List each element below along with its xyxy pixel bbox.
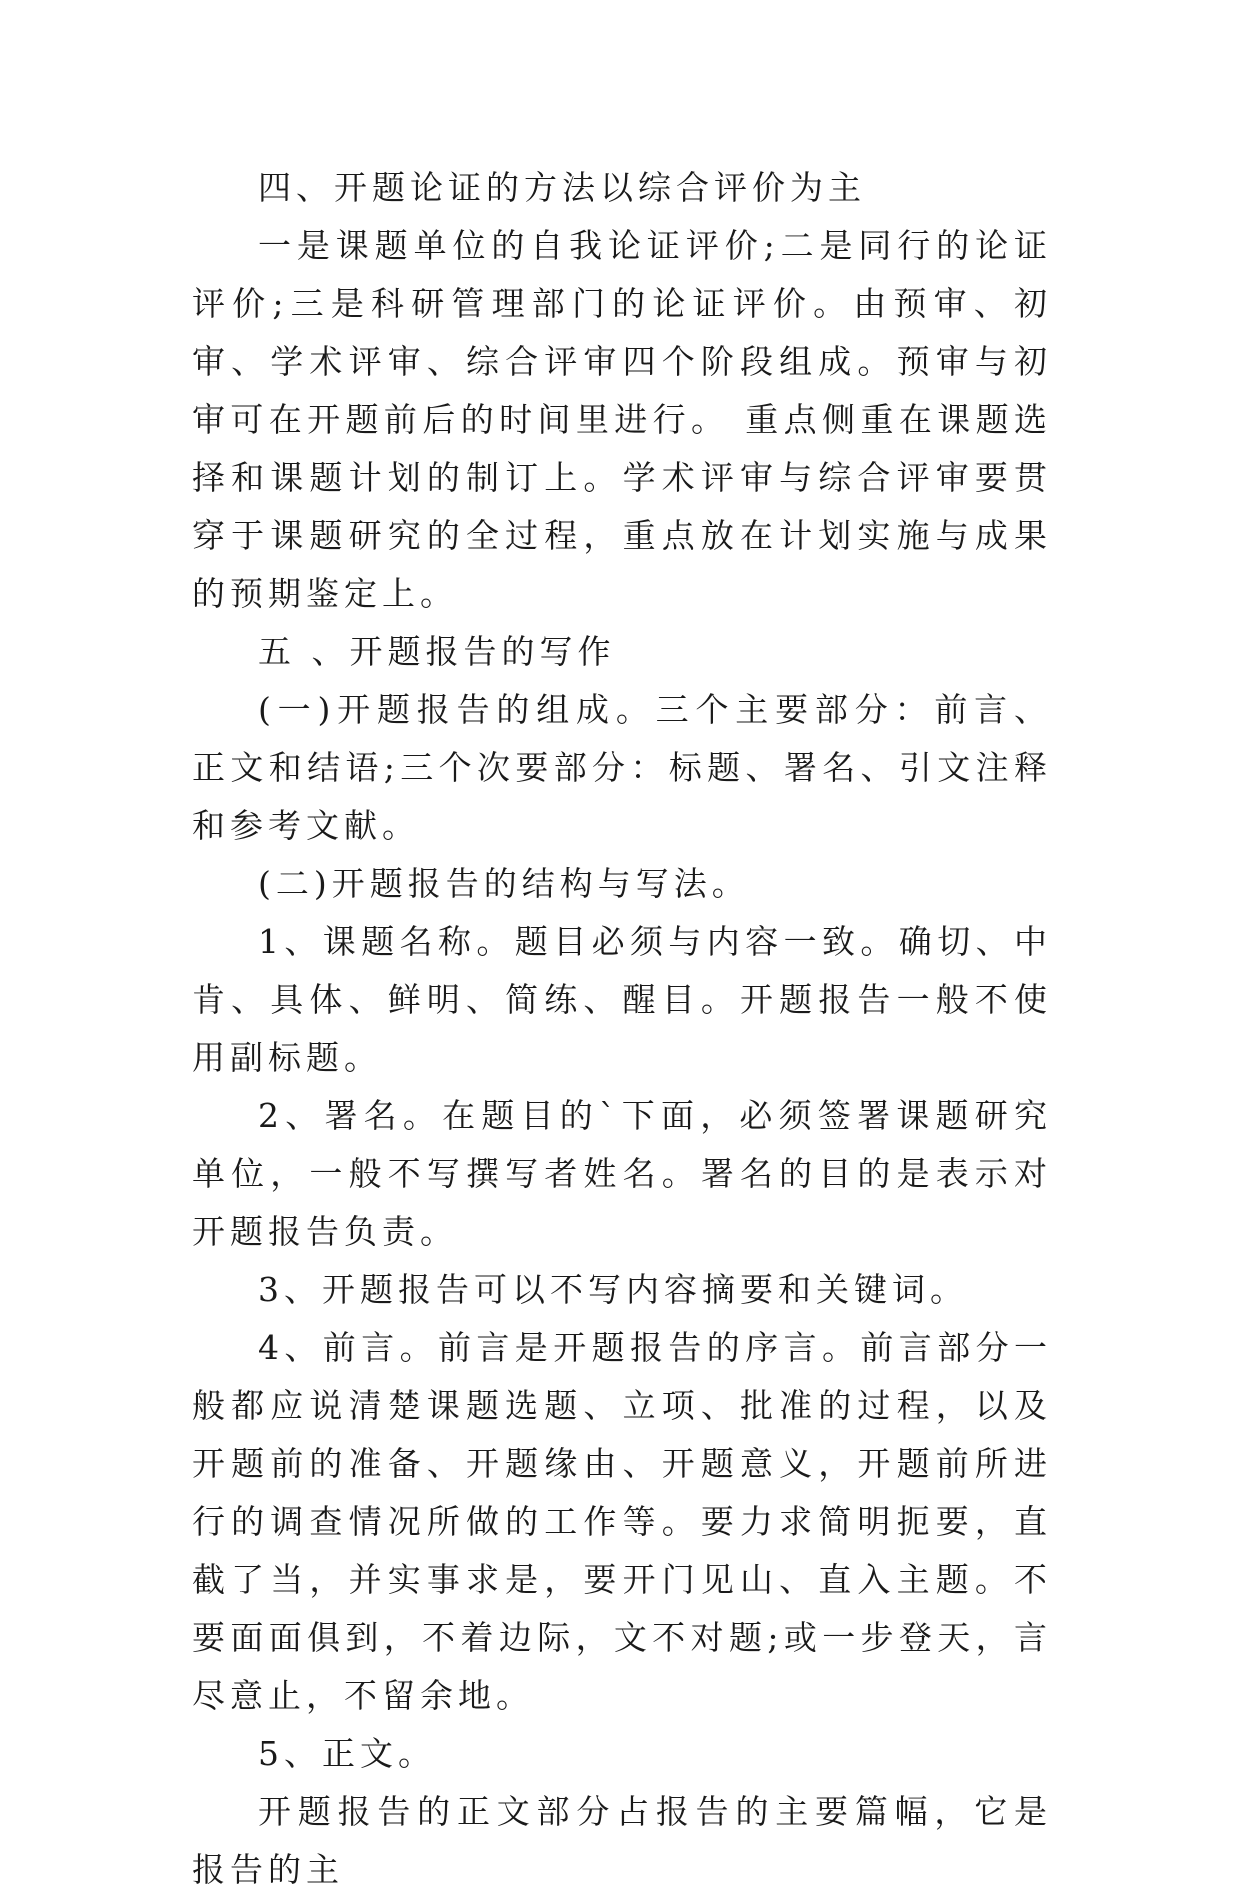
paragraph-evaluation-methods: 一是课题单位的自我论证评价;二是同行的论证评价;三是科研管理部门的论证评价。由预审、初审、学术评审、综合评审四个阶段组成。预审与初审可在开题前后的时间里进行。 重点侧重在课题选择和课题计划的制订上。学术评审与综合评审要贯穿于课题研究的全过程，重点放在计划实施与成果的预期鉴定上。 (192, 226, 1052, 613)
paragraph-item-4-preface: 4、前言。前言是开题报告的序言。前言部分一般都应说清楚课题选题、立项、批准的过程，以及开题前的准备、开题缘由、开题意义，开题前所进行的调查情况所做的工作等。要力求简明扼要，直截了当，并实事求是，要开门见山、直入主题。不要面面俱到，不着边际，文不对题;或一步登天，言尽意止，不留余地。 (192, 1328, 1052, 1715)
section-heading-4: 四、开题论证的方法以综合评价为主 (258, 168, 866, 207)
paragraph-item-5-body: 5、正文。 (258, 1734, 436, 1773)
paragraph-report-structure: (二)开题报告的结构与写法。 (258, 864, 750, 903)
paragraph-item-1-title: 1、课题名称。题目必须与内容一致。确切、中肯、具体、鲜明、简练、醒目。开题报告一般不使用副标题。 (192, 922, 1052, 1077)
paragraph-item-3-abstract: 3、开题报告可以不写内容摘要和关键词。 (258, 1270, 968, 1309)
paragraph-item-2-signature: 2、署名。在题目的`下面，必须签署课题研究单位，一般不写撰写者姓名。署名的目的是表示对开题报告负责。 (192, 1096, 1052, 1251)
document-body (192, 159, 1052, 1899)
paragraph-body-description: 开题报告的正文部分占报告的主要篇幅，它是报告的主 (192, 1792, 1052, 1889)
section-heading-5: 五 、开题报告的写作 (258, 632, 616, 671)
paragraph-report-composition: (一)开题报告的组成。三个主要部分：前言、正文和结语;三个次要部分：标题、署名、引文注释和参考文献。 (192, 690, 1052, 845)
